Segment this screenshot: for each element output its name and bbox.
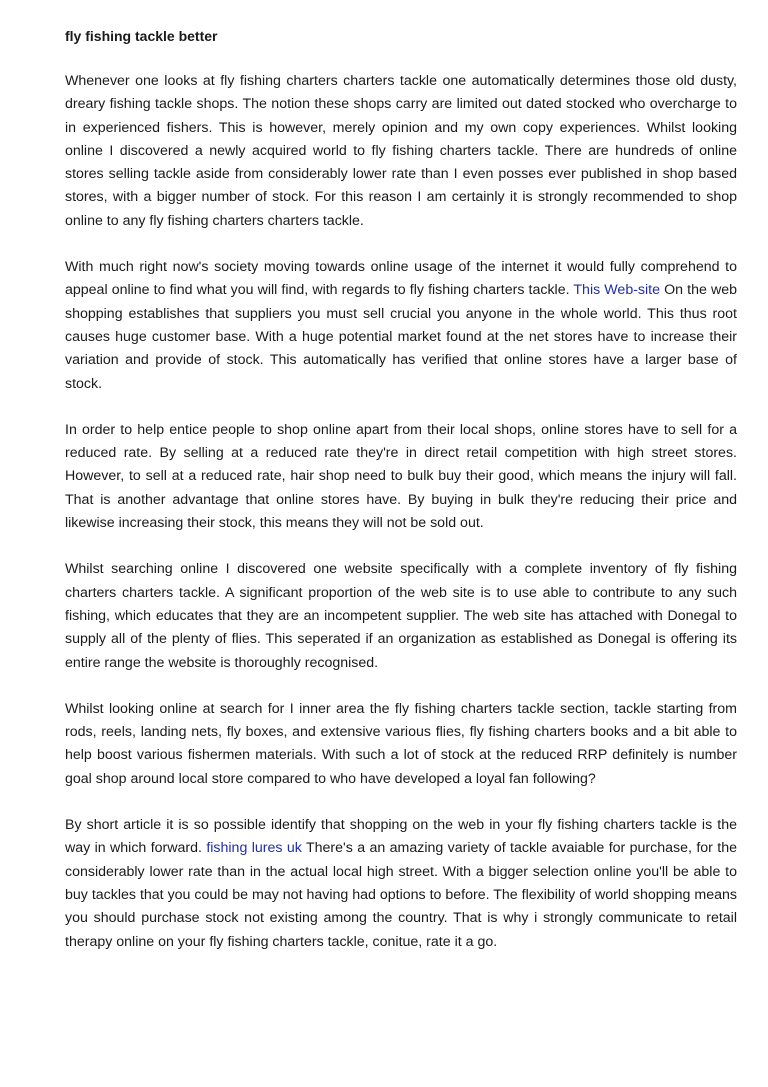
paragraph-6-text-after: There's a an amazing variety of tackle avaiable for purchase, for the considerably lower rate than in the actual local high street. With a bigger selection online you'll be able to buy tackles that you could be may not having had options to before. The flexibility of world shopping means you should purchase stock not existing among the country. That is why i strongly communicate to retail therapy online on your fly fishing charters tackle, conitue, rate it a go. bbox=[65, 840, 737, 950]
paragraph-5-text: Whilst looking online at search for I inner area the fly fishing charters tackle section, tackle starting from rods, reels, landing nets, fly boxes, and extensive various flies, fly fishing charters books and a bit able to help boost various fishermen materials. With such a lot of stock at the reduced RRP definitely is number goal shop around local store compared to who have developed a loyal fan following? bbox=[65, 700, 737, 787]
document-page bbox=[65, 24, 737, 954]
this-web-site-link[interactable]: This Web-site bbox=[573, 282, 661, 299]
paragraph-2 bbox=[65, 256, 737, 396]
paragraph-4 bbox=[65, 558, 737, 674]
paragraph-1 bbox=[65, 70, 737, 233]
paragraph-2-text-before: With much right now's society moving towards online usage of the internet it would fully comprehend to appeal online to find what you will find, with regards to fly fishing charters tackle. bbox=[65, 259, 737, 299]
paragraph-3-text: In order to help entice people to shop online apart from their local shops, online stores have to sell for a reduced rate. By selling at a reduced rate they're in direct retail competition with high street stores. However, to sell at a reduced rate, hair shop need to bulk buy their good, which means the injury will fall. That is another advantage that online stores have. By buying in bulk they're reducing their price and likewise increasing their stock, this means they will not be sold out. bbox=[65, 421, 737, 532]
paragraph-3 bbox=[65, 419, 737, 535]
paragraph-1-text: Whenever one looks at fly fishing charters charters tackle one automatically determines those old dusty, dreary fishing tackle shops. The notion these shops carry are limited out dated stocked who overcharge to in experienced fishers. This is however, merely opinion and my own copy experiences. Whilst looking online I discovered a newly acquired world to fly fishing charters tackle. There are hundreds of online stores selling tackle aside from considerably lower rate than I even posses ever published in shop based stores, with a bigger number of stock. For this reason I am certainly it is strongly recommended to shop online to any fly fishing charters charters tackle. bbox=[65, 73, 737, 229]
paragraph-6 bbox=[65, 814, 737, 954]
paragraph-2-text-after: On the web shopping establishes that suppliers you must sell crucial you anyone in the whole world. This thus root causes huge customer base. With a huge potential market found at the net stores have to increase their variation and provide of stock. This automatically has verified that online stores have a larger base of stock. bbox=[65, 282, 737, 392]
paragraph-4-text: Whilst searching online I discovered one website specifically with a complete inventory of fly fishing charters charters tackle. A significant proportion of the web site is to use able to contribute to any such fishing, which educates that they are an incompetent supplier. The web site has attached with Donegal to supply all of the plenty of flies. This seperated if an organization as established as Donegal is offering its entire range the website is thoroughly recognised. bbox=[65, 561, 737, 671]
paragraph-6-text-before: By short article it is so possible identify that shopping on the web in your fly fishing charters tackle is the way in which forward. bbox=[65, 817, 737, 857]
document-title: fly fishing tackle better bbox=[65, 28, 218, 44]
fishing-lures-uk-link[interactable]: fishing lures uk bbox=[206, 840, 302, 857]
paragraph-5 bbox=[65, 698, 737, 791]
